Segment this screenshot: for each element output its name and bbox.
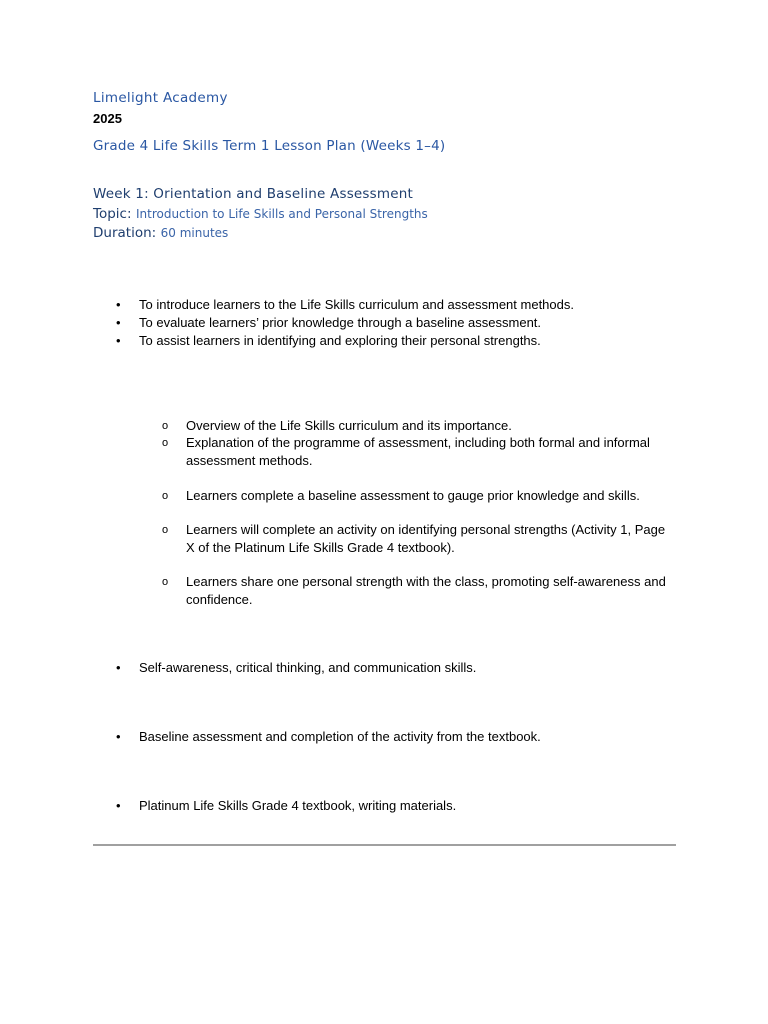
- sub-bullet-icon: o: [162, 490, 169, 502]
- resources-list: [0, 797, 679, 815]
- sub-bullet-icon: o: [162, 420, 169, 432]
- horizontal-divider: [93, 844, 676, 846]
- activity-text: Learners share one personal strength with the class, promoting self-awareness and confidence.: [186, 574, 666, 607]
- assessment-item: [0, 728, 679, 746]
- bullet-icon: •: [116, 315, 121, 330]
- duration-label: Duration:: [93, 225, 157, 241]
- skills-list: [0, 659, 679, 677]
- assessment-list: [0, 728, 679, 746]
- activity-item: [0, 521, 676, 557]
- topic-label: Topic:: [93, 206, 132, 222]
- skills-item: [0, 659, 679, 677]
- bullet-icon: •: [116, 333, 121, 348]
- resources-item: [0, 797, 679, 815]
- activity-item: [0, 417, 676, 435]
- sub-bullet-icon: o: [162, 524, 169, 536]
- duration-line: [93, 224, 228, 242]
- assessment-text: Baseline assessment and completion of the activity from the textbook.: [139, 729, 541, 744]
- sub-bullet-icon: o: [162, 437, 169, 449]
- topic-line: [93, 205, 428, 223]
- activity-text: Overview of the Life Skills curriculum and its importance.: [186, 418, 512, 433]
- bullet-icon: •: [116, 297, 121, 312]
- objectives-list: [0, 296, 679, 350]
- resources-text: Platinum Life Skills Grade 4 textbook, writing materials.: [139, 798, 457, 813]
- duration-value: 60 minutes: [160, 226, 229, 240]
- objective-text: To assist learners in identifying and exploring their personal strengths.: [139, 333, 541, 348]
- bullet-icon: •: [116, 729, 121, 744]
- activity-item: [0, 487, 676, 505]
- topic-value: Introduction to Life Skills and Personal Strengths: [135, 207, 428, 221]
- activity-text: Learners complete a baseline assessment to gauge prior knowledge and skills.: [186, 488, 640, 503]
- lesson-plan-title: Grade 4 Life Skills Term 1 Lesson Plan (Weeks 1–4): [93, 138, 446, 154]
- activity-item: [0, 434, 676, 470]
- activity-text: Explanation of the programme of assessment, including both formal and informal assessment methods.: [186, 435, 650, 468]
- objective-text: To evaluate learners’ prior knowledge through a baseline assessment.: [139, 315, 542, 330]
- objective-item: [0, 314, 679, 332]
- sub-bullet-icon: o: [162, 576, 169, 588]
- skills-text: Self-awareness, critical thinking, and communication skills.: [139, 660, 477, 675]
- year: 2025: [93, 111, 122, 126]
- week-title: Week 1: Orientation and Baseline Assessment: [93, 186, 414, 202]
- objective-item: [0, 332, 679, 350]
- activity-item: [0, 573, 676, 609]
- objective-text: To introduce learners to the Life Skills curriculum and assessment methods.: [139, 297, 574, 312]
- bullet-icon: •: [116, 660, 121, 675]
- school-name: Limelight Academy: [93, 90, 228, 106]
- activity-text: Learners will complete an activity on identifying personal strengths (Activity 1, Page X of the Platinum Life Skills Grade 4 textbook).: [186, 522, 666, 555]
- objective-item: [0, 296, 679, 314]
- bullet-icon: •: [116, 798, 121, 813]
